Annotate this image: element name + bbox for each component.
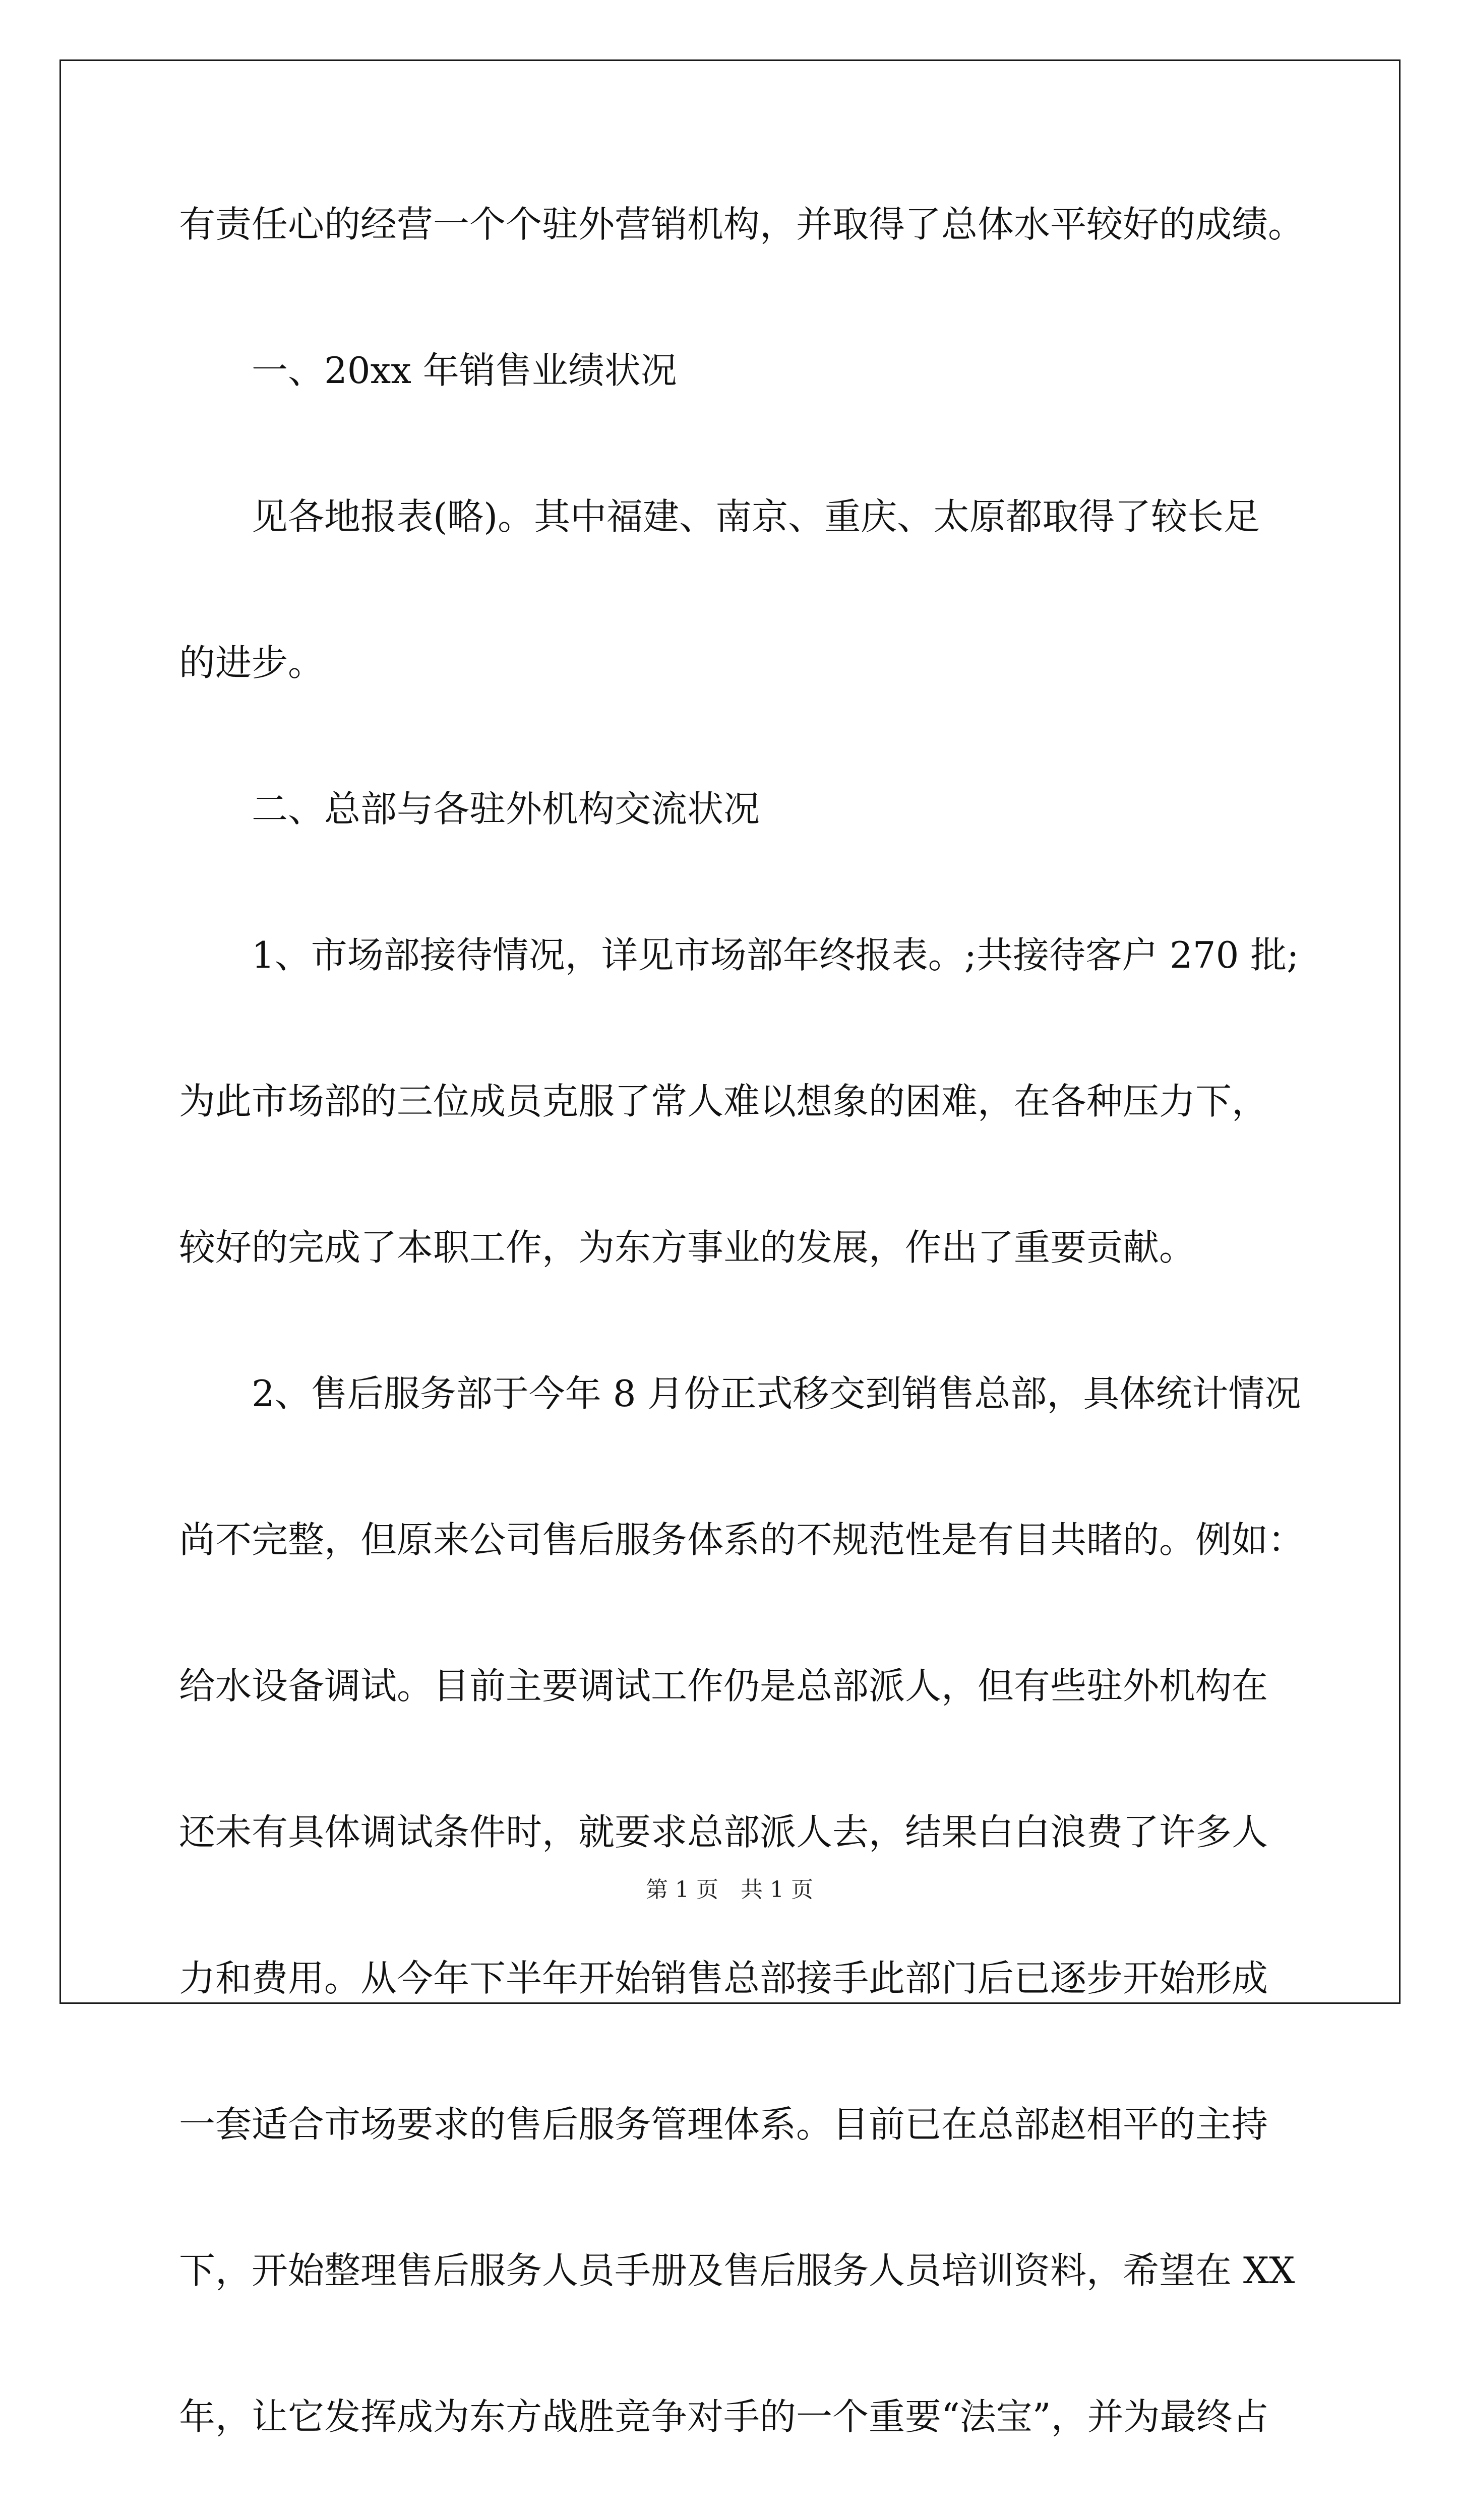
section-heading: 一、20xx 年销售业绩状况 [179, 349, 677, 392]
body-line: 尚不完整，但原来公司售后服务体系的不规范性是有目共睹的。例如： [179, 1519, 1305, 1561]
body-line: 力和费用。从今年下半年开始销售总部接手此部门后已逐步开始形成 [179, 1957, 1268, 1999]
body-line: 年，让它发挥成为东方战胜竞争对手的一个重要“法宝”，并为最终占 [179, 2396, 1269, 2438]
body-line: 见各地报表(略)。其中福建、南京、重庆、太原都取得了较长足 [179, 495, 1260, 538]
body-line: 下，开始整理售后服务人员手册及售后服务人员培训资料，希望在 XX [179, 2249, 1295, 2292]
body-line: 为此市场部的三位成员克服了常人难以想象的困难，在各种压力下， [179, 1080, 1268, 1122]
body-line: 给水设备调试。目前主要调试工作仍是总部派人，但有些驻外机构在 [179, 1665, 1268, 1707]
body-line: 2、售后服务部于今年 8 月份正式移交到销售总部，具体统计情况 [179, 1372, 1301, 1415]
body-line: 一套适合市场要求的售后服务管理体系。目前已在总部赵相平的主持 [179, 2103, 1268, 2146]
body-line: 较好的完成了本职工作，为东方事业的发展，作出了重要贡献。 [179, 1226, 1196, 1269]
body-line: 1、市场部接待情况，详见市场部年终报表。;共接待客户 270 批; [179, 934, 1299, 976]
body-line: 有责任心的经营一个个驻外营销机构，并取得了总体水平较好的成绩。 [179, 203, 1305, 245]
body-line: 的进步。 [179, 642, 325, 684]
page-number: 第 1 页 共 1 页 [646, 1877, 813, 1903]
document-body [179, 186, 1305, 2520]
section-heading: 二、总部与各驻外机构交流状况 [179, 788, 760, 830]
body-line: 还未有具体调试条件时，就要求总部派人去，结果白白浪费了许多人 [179, 1811, 1268, 1853]
